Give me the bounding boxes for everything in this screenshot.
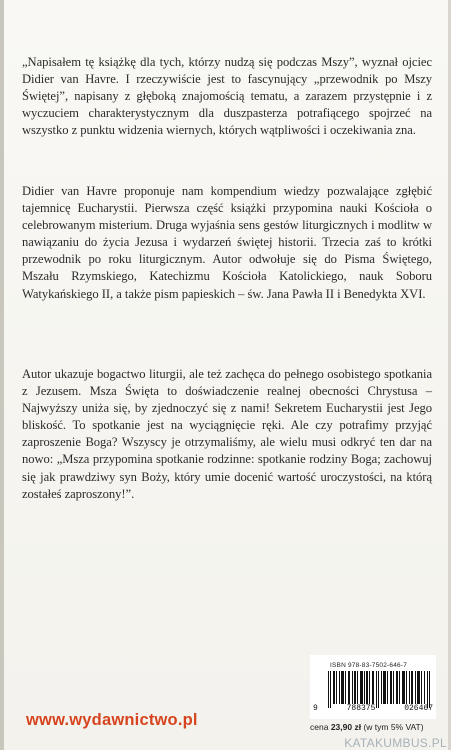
- isbn-label: ISBN 978-83-7502-646-7: [330, 662, 408, 669]
- barcode-digit-group: 788375: [346, 704, 376, 713]
- watermark: KATAKUMBUS.PL: [344, 736, 447, 750]
- price-vat-note: (w tym 5% VAT): [363, 722, 424, 732]
- barcode-icon: [328, 671, 431, 708]
- price-line: [310, 722, 424, 732]
- blurb-paragraph-3: [22, 366, 432, 503]
- price-label: cena: [310, 722, 329, 732]
- barcode-digit-group: 026467: [404, 704, 433, 713]
- blurb-paragraph-1: [22, 54, 432, 139]
- cover-edge-left: [0, 0, 4, 750]
- blurb-paragraph-2: [22, 183, 432, 303]
- blurb-text: „Napisałem tę książkę dla tych, którzy nudzą się podczas Mszy”, wyznał ojciec Didier van Havre. I rzeczywiście jest to fascynujący „przewodnik po Mszy Świętej”, napisany z głęboką znajomością tematu, a zarazem przystępnie i z wyczuciem charakterystycznym dla duszpasterza potrafiącego spojrzeć na wszystko z punktu widzenia wiernych, których wątpliwości i oczekiwania zna.: [22, 55, 432, 138]
- publisher-website-link[interactable]: www.wydawnictwo.pl: [26, 711, 198, 729]
- barcode-digits: [313, 704, 433, 713]
- price-amount: 23,90 zł: [330, 722, 362, 732]
- blurb-text: Didier van Havre proponuje nam kompendium wiedzy pozwalające zgłębić tajemnicę Eucharystii. Pierwsza część książki przypomina nauki Kościoła o celebrowanym misterium. Druga wyjaśnia sens gestów liturgicznych i modlitw w nawiązaniu do życia Jezusa i wydarzeń świętej historii. Trzecia zaś to krótki przewodnik po roku liturgicznym. Autor odwołuje się do Pisma Świętego, Mszału Rzymskiego, Katechizmu Kościoła Katolickiego, nauk Soboru Watykańskiego II, a także pism papieskich – św. Jana Pawła II i Benedykta XVI.: [22, 184, 432, 301]
- barcode-digit-group: 9: [313, 704, 318, 713]
- blurb-text: Autor ukazuje bogactwo liturgii, ale też zachęca do pełnego osobistego spotkania z Jezusem. Msza Święta to doświadczenie realnej obecności Chrystusa – Najwyższy uniża się, by zjednoczyć się z nami! Sekretem Eucharystii jest Jego bliskość. To spotkanie jest na wyciągnięcie ręki. Ale czy potrafimy przyjąć zaproszenie Boga? Wszyscy je otrzymaliśmy, ale wielu musi odkryć ten dar na nowo: „Msza przypomina spotkanie rodzinne: spotkanie rodziny Boga; zachowuj się jak prawdziwy syn Boży, który umie docenić wartość uroczystości, na którą zostałeś zaproszony!”.: [22, 367, 432, 501]
